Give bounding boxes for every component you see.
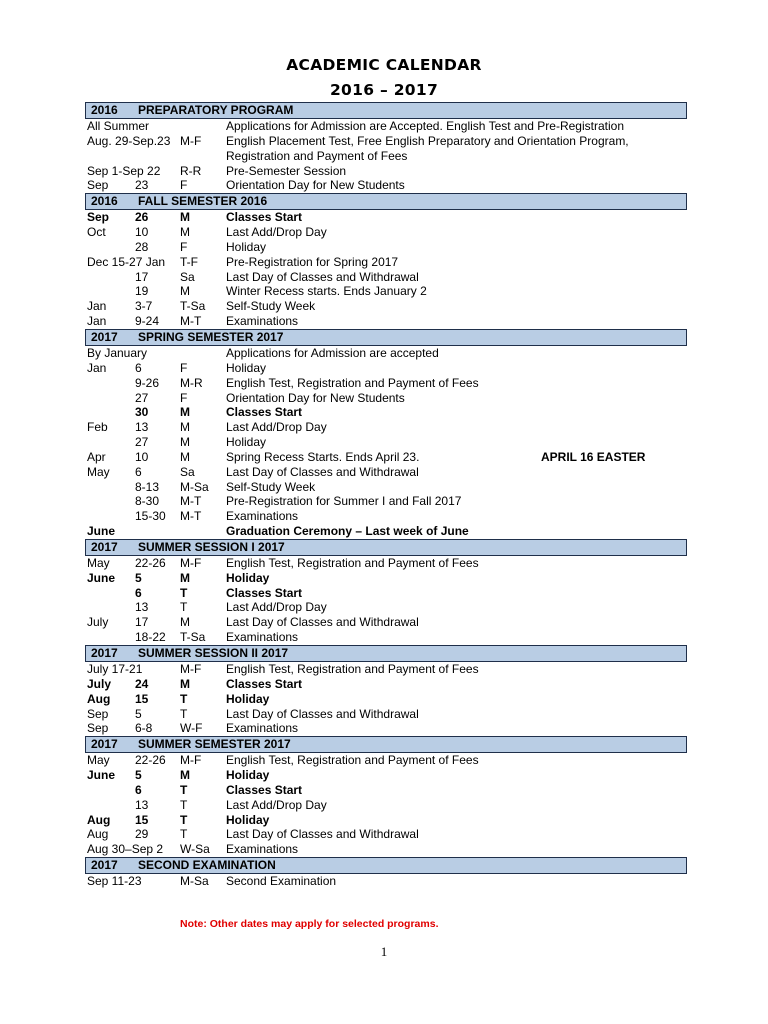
event-description: Winter Recess starts. Ends January 2 xyxy=(226,284,427,299)
calendar-row xyxy=(85,210,687,225)
event-description: Classes Start xyxy=(226,782,303,797)
date-month: Dec 15-27 Jan xyxy=(87,254,166,269)
weekday-range: M xyxy=(180,676,190,691)
weekday-range: M xyxy=(180,225,190,240)
date-month: By January xyxy=(87,345,148,360)
event-description: Second Examination xyxy=(226,874,337,889)
date-days: 3-7 xyxy=(135,299,153,314)
calendar-row xyxy=(85,284,687,299)
calendar-row xyxy=(85,692,687,707)
weekday-range: T xyxy=(180,797,188,812)
date-month: Sep xyxy=(87,706,109,721)
weekday-range: M xyxy=(180,210,190,225)
section-year: 2017 xyxy=(91,646,118,660)
date-days: 10 xyxy=(135,225,149,240)
weekday-range: T xyxy=(180,827,188,842)
calendar-row xyxy=(85,707,687,722)
calendar-row xyxy=(85,494,687,509)
calendar-row xyxy=(85,134,687,164)
weekday-range: M-F xyxy=(180,753,202,768)
calendar-row xyxy=(85,435,687,450)
event-description: Self-Study Week xyxy=(226,479,316,494)
date-days: 6-8 xyxy=(135,721,153,736)
event-description: Examinations xyxy=(226,509,299,524)
event-description: Examinations xyxy=(226,842,299,857)
date-month: Oct xyxy=(87,225,106,240)
date-days: 23 xyxy=(135,178,149,193)
event-description: Last Add/Drop Day xyxy=(226,600,327,615)
calendar-row xyxy=(85,571,687,586)
calendar-row xyxy=(85,164,687,179)
date-month: Feb xyxy=(87,420,108,435)
date-month: Jan xyxy=(87,314,107,329)
event-description: Orientation Day for New Students xyxy=(226,178,405,193)
date-days: 30 xyxy=(135,405,149,420)
event-description: English Test, Registration and Payment of Fees xyxy=(226,555,479,570)
date-days: 6 xyxy=(135,585,142,600)
date-days: 13 xyxy=(135,420,149,435)
weekday-range: M xyxy=(180,405,190,420)
section-name: FALL SEMESTER 2016 xyxy=(138,194,268,209)
weekday-range: M-T xyxy=(180,314,202,329)
section-year: 2016 xyxy=(91,103,118,117)
weekday-range: T-F xyxy=(180,254,198,269)
section-name: SUMMER SESSION I 2017 xyxy=(138,539,285,554)
event-description: Pre-Registration for Spring 2017 xyxy=(226,254,399,269)
calendar-row xyxy=(85,600,687,615)
event-description: Pre-Semester Session xyxy=(226,163,347,178)
section-name: SUMMER SEMESTER 2017 xyxy=(138,737,291,752)
date-days: 27 xyxy=(135,390,149,405)
section-name: SECOND EXAMINATION xyxy=(138,858,276,873)
weekday-range: M xyxy=(180,420,190,435)
date-days: 5 xyxy=(135,768,142,783)
weekday-range: F xyxy=(180,178,188,193)
calendar-row xyxy=(85,240,687,255)
event-description: Pre-Registration for Summer I and Fall 2017 xyxy=(226,494,462,509)
date-month: June xyxy=(87,524,116,539)
date-month: Sep xyxy=(87,721,109,736)
event-description: Spring Recess Starts. Ends April 23. xyxy=(226,449,420,464)
date-days: 17 xyxy=(135,269,149,284)
weekday-range: Sa xyxy=(180,269,195,284)
date-month: Jan xyxy=(87,360,107,375)
date-days: 27 xyxy=(135,435,149,450)
weekday-range: M-F xyxy=(180,555,202,570)
event-note: APRIL 16 EASTER xyxy=(541,449,646,464)
event-description: English Placement Test, Free English Preparatory and Orientation Program, Registration and Payment of Fees xyxy=(226,133,629,163)
calendar-table xyxy=(85,102,687,889)
date-month: June xyxy=(87,570,116,585)
event-description: Last Day of Classes and Withdrawal xyxy=(226,269,419,284)
date-days: 15 xyxy=(135,812,149,827)
weekday-range: M xyxy=(180,449,190,464)
date-days: 9-26 xyxy=(135,375,160,390)
event-description: Applications for Admission are accepted xyxy=(226,345,439,360)
date-days: 22-26 xyxy=(135,555,166,570)
calendar-row xyxy=(85,450,687,465)
weekday-range: M-R xyxy=(180,375,203,390)
calendar-row xyxy=(85,178,687,193)
weekday-range: T-Sa xyxy=(180,299,206,314)
calendar-row xyxy=(85,270,687,285)
section-name: SPRING SEMESTER 2017 xyxy=(138,329,284,344)
weekday-range: T xyxy=(180,600,188,615)
weekday-range: T xyxy=(180,782,188,797)
date-month: July xyxy=(87,676,112,691)
weekday-range: M-T xyxy=(180,494,202,509)
weekday-range: M xyxy=(180,615,190,630)
date-days: 17 xyxy=(135,615,149,630)
date-month: July xyxy=(87,615,109,630)
event-description: Examinations xyxy=(226,630,299,645)
event-description: Last Day of Classes and Withdrawal xyxy=(226,615,419,630)
event-description: Last Add/Drop Day xyxy=(226,420,327,435)
event-description: Holiday xyxy=(226,768,270,783)
date-days: 8-13 xyxy=(135,479,160,494)
date-month: Aug xyxy=(87,691,111,706)
date-month: Sep xyxy=(87,210,110,225)
date-days: 22-26 xyxy=(135,753,166,768)
page-number: 1 xyxy=(380,944,388,959)
weekday-range: M xyxy=(180,768,190,783)
weekday-range: W-Sa xyxy=(180,842,210,857)
calendar-row xyxy=(85,480,687,495)
date-days: 26 xyxy=(135,210,149,225)
calendar-row xyxy=(85,119,687,134)
weekday-range: M-F xyxy=(180,662,202,676)
section-year: 2017 xyxy=(91,737,118,752)
event-description: Self-Study Week xyxy=(226,299,316,314)
weekday-range: M xyxy=(180,435,190,450)
weekday-range: T xyxy=(180,585,188,600)
section-header xyxy=(85,645,687,662)
section-year: 2017 xyxy=(91,539,118,554)
weekday-range: M-T xyxy=(180,509,202,524)
event-description: Graduation Ceremony – Last week of June xyxy=(226,524,469,539)
event-description: Last Day of Classes and Withdrawal xyxy=(226,464,419,479)
section-header xyxy=(85,329,687,346)
event-description: Orientation Day for New Students xyxy=(226,390,405,405)
calendar-row xyxy=(85,842,687,857)
section-year: 2017 xyxy=(91,858,118,873)
date-month: July 17-21 xyxy=(87,662,143,676)
section-header xyxy=(85,857,687,874)
calendar-row xyxy=(85,524,687,539)
event-description: Last Add/Drop Day xyxy=(226,225,327,240)
date-month: May xyxy=(87,753,110,768)
event-description: Examinations xyxy=(226,314,299,329)
section-header xyxy=(85,102,687,119)
date-month: Apr xyxy=(87,449,106,464)
event-description: Classes Start xyxy=(226,676,303,691)
weekday-range: T xyxy=(180,812,188,827)
date-month: Jan xyxy=(87,299,107,314)
weekday-range: T xyxy=(180,691,188,706)
date-month: Aug 30–Sep 2 xyxy=(87,842,164,857)
date-days: 15-30 xyxy=(135,509,166,524)
event-description: Last Add/Drop Day xyxy=(226,797,327,812)
weekday-range: F xyxy=(180,239,188,254)
event-description: English Test, Registration and Payment of Fees xyxy=(226,375,479,390)
weekday-range: M-Sa xyxy=(180,479,209,494)
calendar-row xyxy=(85,509,687,524)
date-days: 5 xyxy=(135,706,142,721)
date-days: 18-22 xyxy=(135,630,166,645)
event-description: English Test, Registration and Payment of Fees xyxy=(226,753,479,768)
calendar-row xyxy=(85,391,687,406)
calendar-row xyxy=(85,827,687,842)
section-header xyxy=(85,539,687,556)
calendar-row xyxy=(85,630,687,645)
date-month: May xyxy=(87,555,110,570)
weekday-range: T xyxy=(180,706,188,721)
event-description: Applications for Admission are Accepted. English Test and Pre-Registration xyxy=(226,119,624,133)
event-description: Classes Start xyxy=(226,210,303,225)
date-month: June xyxy=(87,768,116,783)
date-days: 24 xyxy=(135,676,149,691)
weekday-range: Sa xyxy=(180,464,195,479)
event-description: English Test, Registration and Payment of Fees xyxy=(226,662,479,676)
date-days: 10 xyxy=(135,449,149,464)
event-description: Examinations xyxy=(226,721,299,736)
calendar-row xyxy=(85,783,687,798)
date-days: 9-24 xyxy=(135,314,160,329)
date-month: May xyxy=(87,464,110,479)
event-description: Last Day of Classes and Withdrawal xyxy=(226,827,419,842)
calendar-row xyxy=(85,615,687,630)
calendar-row xyxy=(85,361,687,376)
section-year: 2017 xyxy=(91,329,118,344)
date-month: Aug. 29-Sep.23 xyxy=(87,133,171,148)
calendar-row xyxy=(85,662,687,677)
calendar-row xyxy=(85,465,687,480)
calendar-row xyxy=(85,753,687,768)
date-days: 6 xyxy=(135,360,142,375)
date-days: 13 xyxy=(135,600,149,615)
calendar-row xyxy=(85,314,687,329)
calendar-row xyxy=(85,586,687,601)
date-month: Sep xyxy=(87,178,109,193)
page-title: ACADEMIC CALENDAR xyxy=(286,56,482,74)
weekday-range: M xyxy=(180,570,190,585)
event-description: Classes Start xyxy=(226,585,303,600)
weekday-range: M xyxy=(180,284,190,299)
calendar-row xyxy=(85,299,687,314)
date-days: 6 xyxy=(135,782,142,797)
footnote: Note: Other dates may apply for selected programs. xyxy=(180,918,439,930)
section-name: SUMMER SESSION II 2017 xyxy=(138,646,289,660)
date-month: Aug xyxy=(87,812,111,827)
date-days: 8-30 xyxy=(135,494,160,509)
section-year: 2016 xyxy=(91,194,118,209)
weekday-range: F xyxy=(180,360,188,375)
event-description: Last Day of Classes and Withdrawal xyxy=(226,706,419,721)
section-name: PREPARATORY PROGRAM xyxy=(138,103,294,117)
date-month: Aug xyxy=(87,827,109,842)
date-days: 6 xyxy=(135,464,142,479)
calendar-row xyxy=(85,346,687,361)
date-days: 19 xyxy=(135,284,149,299)
date-days: 28 xyxy=(135,239,149,254)
calendar-row xyxy=(85,556,687,571)
calendar-row xyxy=(85,225,687,240)
event-description: Holiday xyxy=(226,239,267,254)
section-header xyxy=(85,736,687,753)
section-header xyxy=(85,193,687,210)
calendar-row xyxy=(85,798,687,813)
weekday-range: W-F xyxy=(180,721,203,736)
event-description: Holiday xyxy=(226,360,267,375)
weekday-range: T-Sa xyxy=(180,630,206,645)
calendar-row xyxy=(85,874,687,889)
date-days: 5 xyxy=(135,570,142,585)
date-days: 13 xyxy=(135,797,149,812)
page-subtitle-years: 2016 – 2017 xyxy=(329,81,439,99)
event-description: Classes Start xyxy=(226,405,303,420)
date-days: 29 xyxy=(135,827,149,842)
calendar-row xyxy=(85,255,687,270)
event-description: Holiday xyxy=(226,570,270,585)
date-month: Sep 1-Sep 22 xyxy=(87,163,161,178)
calendar-row xyxy=(85,405,687,420)
calendar-row xyxy=(85,376,687,391)
calendar-row xyxy=(85,677,687,692)
calendar-row xyxy=(85,768,687,783)
event-description: Holiday xyxy=(226,435,267,450)
event-description: Holiday xyxy=(226,691,270,706)
calendar-row xyxy=(85,813,687,828)
date-month: All Summer xyxy=(87,119,150,133)
calendar-row xyxy=(85,420,687,435)
weekday-range: R-R xyxy=(180,163,202,178)
weekday-range: M-Sa xyxy=(180,874,209,889)
weekday-range: M-F xyxy=(180,133,202,148)
date-month: Sep 11-23 xyxy=(87,874,142,889)
event-description: Holiday xyxy=(226,812,270,827)
calendar-row xyxy=(85,721,687,736)
date-days: 15 xyxy=(135,691,149,706)
weekday-range: F xyxy=(180,390,188,405)
